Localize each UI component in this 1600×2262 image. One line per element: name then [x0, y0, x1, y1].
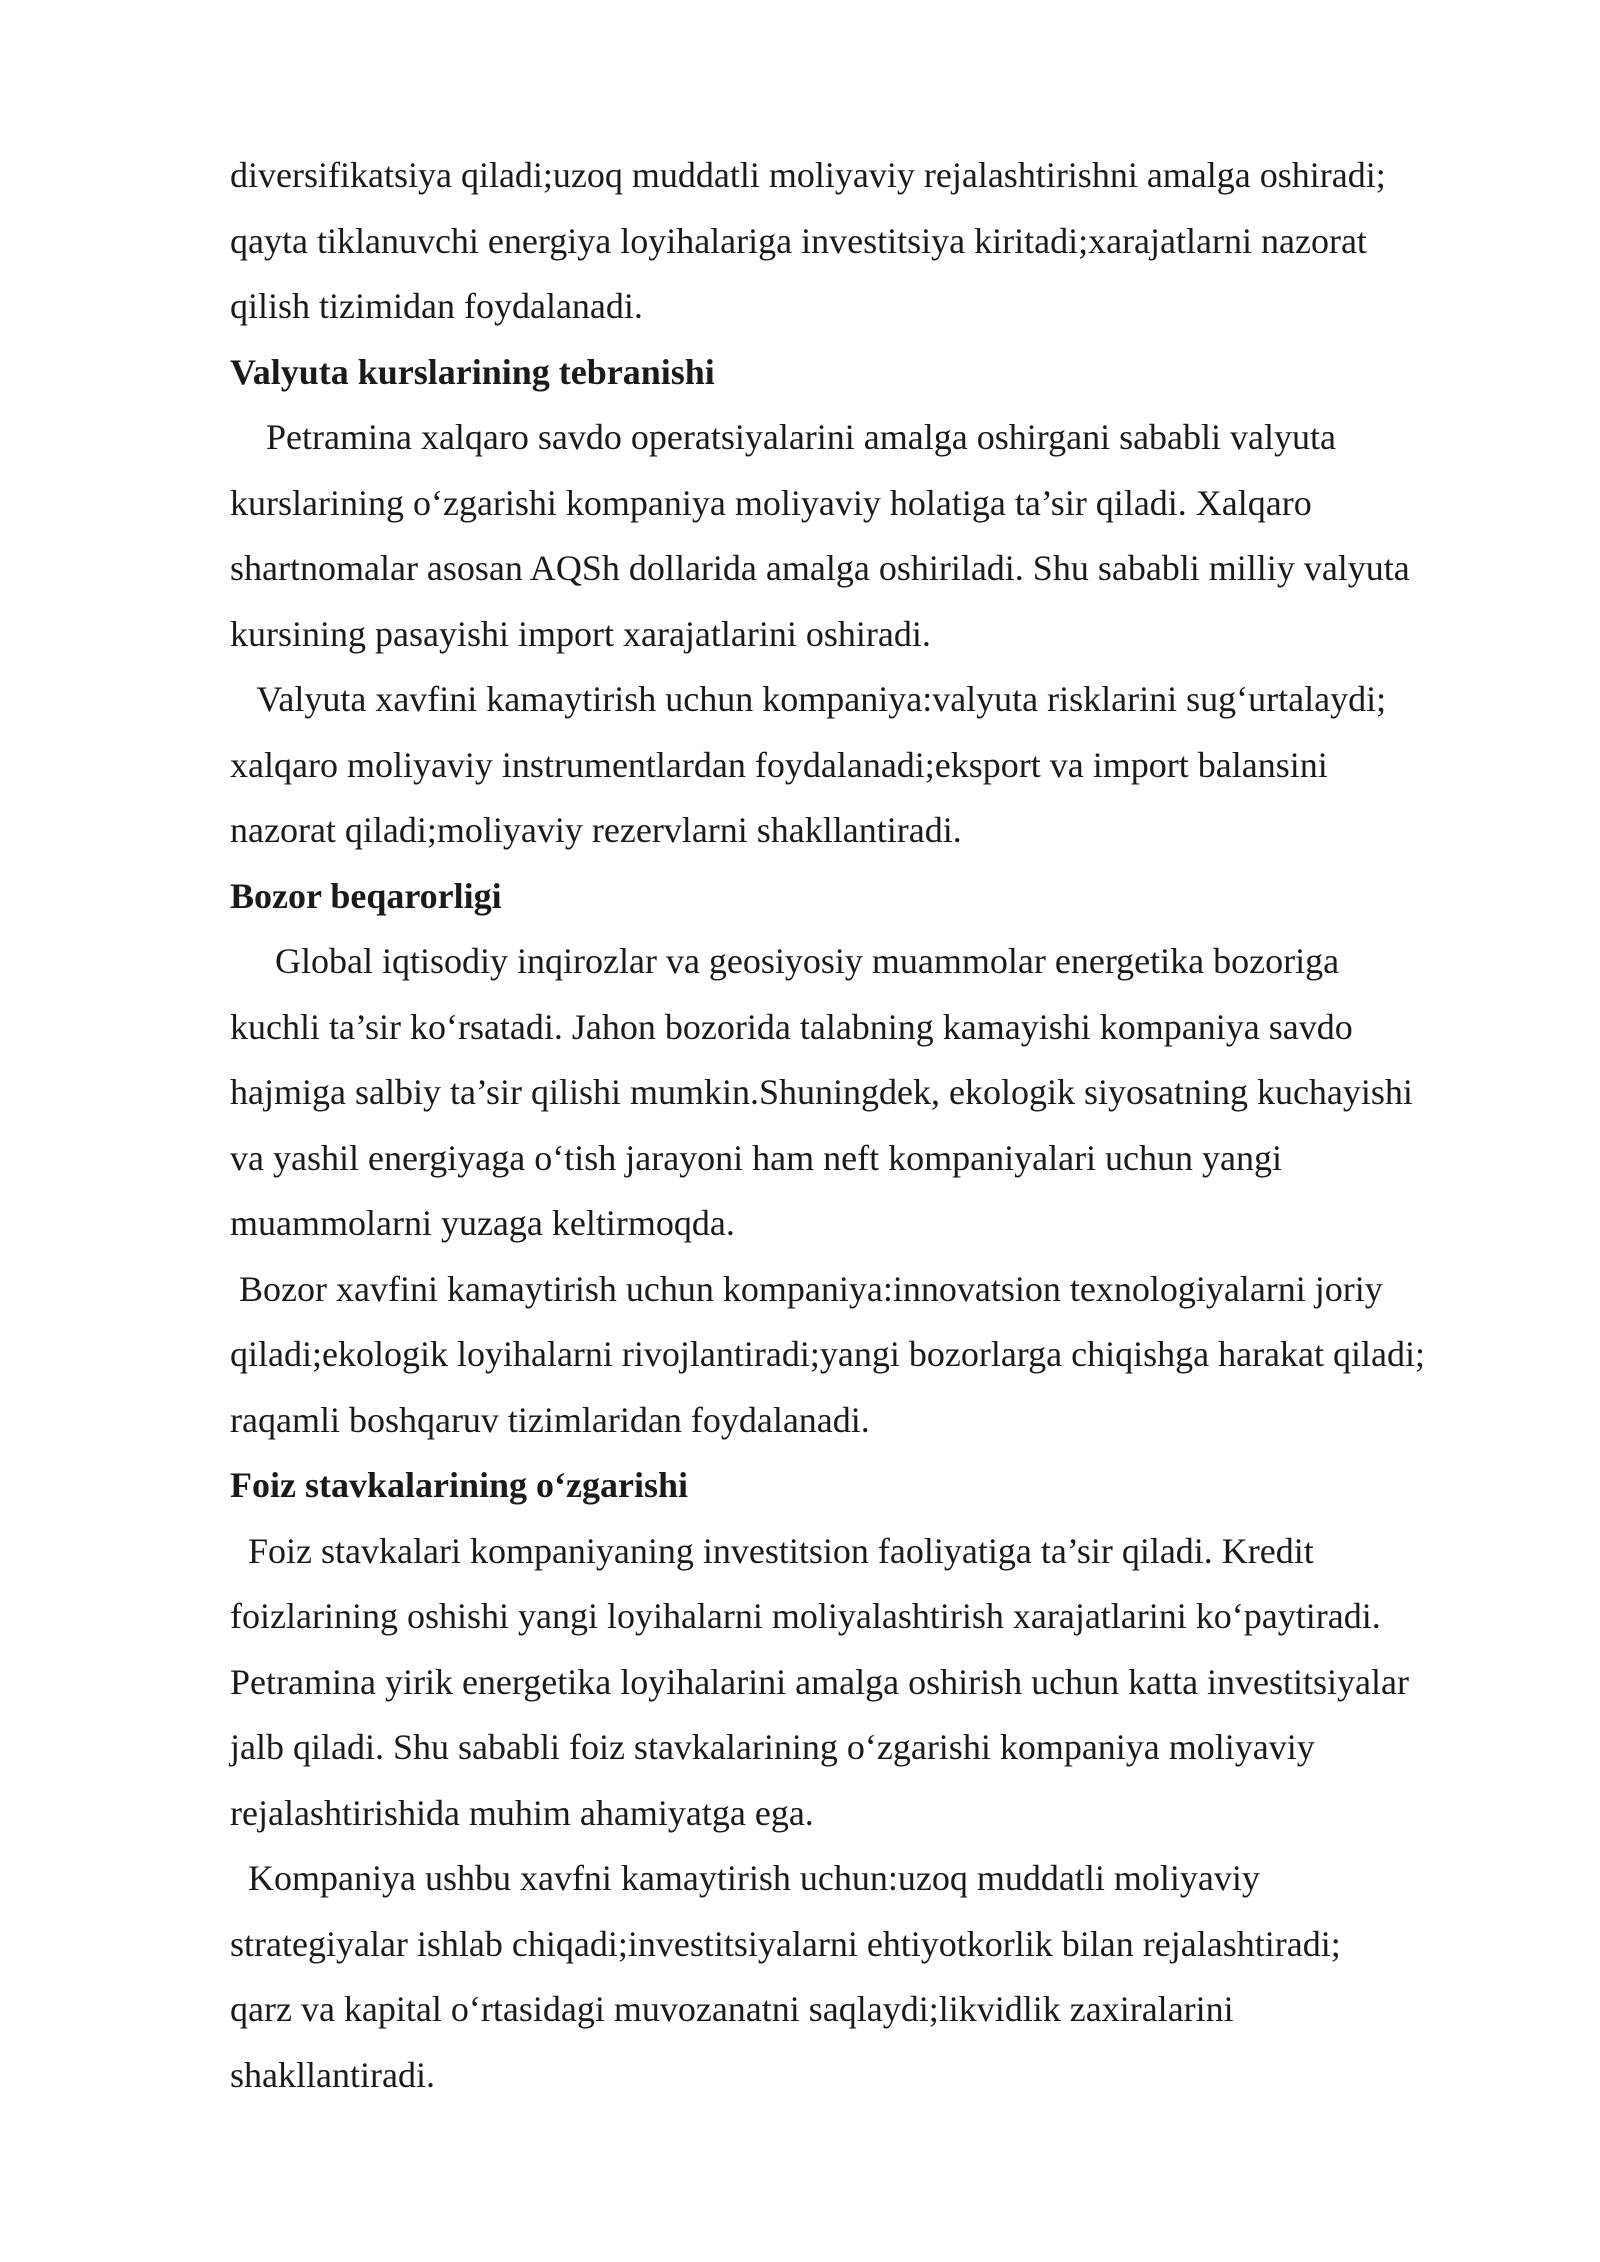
text-line: muammolarni yuzaga keltirmoqda.: [230, 1203, 735, 1243]
text-line: qayta tiklanuvchi energiya loyihalariga investitsiya kiritadi;xarajatlarni nazorat: [230, 220, 1367, 261]
text-line: Kompaniya ushbu xavfni kamaytirish uchun:uzoq muddatli moliyaviy: [230, 1858, 1260, 1898]
text-line: foizlarining oshishi yangi loyihalarni moliyalashtirish xarajatlarini ko‘paytiradi.: [230, 1596, 1381, 1636]
text-line: hajmiga salbiy ta’sir qilishi mumkin.Shuningdek, ekologik siyosatning kuchayishi: [230, 1072, 1413, 1112]
text-line: raqamli boshqaruv tizimlaridan foydalanadi.: [230, 1399, 870, 1440]
section-heading: Foiz stavkalarining o‘zgarishi: [230, 1465, 688, 1505]
text-line: qarz va kapital o‘rtasidagi muvozanatni saqlaydi;likvidlik zaxiralarini: [230, 1989, 1234, 2029]
text-line: shakllantiradi.: [230, 2054, 435, 2095]
text-line: Global iqtisodiy inqirozlar va geosiyosiy muammolar energetika bozoriga: [230, 941, 1340, 981]
text-line: kurslarining o‘zgarishi kompaniya moliyaviy holatiga ta’sir qiladi. Xalqaro: [230, 482, 1312, 523]
text-line: Petramina xalqaro savdo operatsiyalarini amalga oshirgani sababli valyuta: [230, 417, 1336, 457]
text-line: kursining pasayishi import xarajatlarini oshiradi.: [230, 613, 931, 654]
text-line: Petramina yirik energetika loyihalarini amalga oshirish uchun katta investitsiyalar: [230, 1661, 1409, 1702]
text-line: nazorat qiladi;moliyaviy rezervlarni shakllantiradi.: [230, 810, 962, 850]
text-line: Valyuta xavfini kamaytirish uchun kompaniya:valyuta risklarini sug‘urtalaydi;: [230, 679, 1387, 719]
text-line: diversifikatsiya qiladi;uzoq muddatli moliyaviy rejalashtirishni amalga oshiradi;: [230, 155, 1386, 195]
text-line: Bozor xavfini kamaytirish uchun kompaniya:innovatsion texnologiyalarni joriy: [230, 1268, 1383, 1309]
text-line: strategiyalar ishlab chiqadi;investitsiyalarni ehtiyotkorlik bilan rejalashtiradi;: [230, 1923, 1341, 1964]
document-body: [230, 143, 1530, 2108]
text-line: va yashil energiyaga o‘tish jarayoni ham neft kompaniyalari uchun yangi: [230, 1137, 1283, 1178]
text-line: shartnomalar asosan AQSh dollarida amalga oshiriladi. Shu sababli milliy valyuta: [230, 548, 1410, 588]
section-heading: Valyuta kurslarining tebranishi: [230, 351, 715, 392]
text-line: xalqaro moliyaviy instrumentlardan foydalanadi;eksport va import balansini: [230, 744, 1328, 785]
text-line: rejalashtirishida muhim ahamiyatga ega.: [230, 1792, 814, 1833]
text-line: kuchli ta’sir ko‘rsatadi. Jahon bozorida talabning kamayishi kompaniya savdo: [230, 1006, 1353, 1047]
text-line: qiladi;ekologik loyihalarni rivojlantiradi;yangi bozorlarga chiqishga harakat qiladi;: [230, 1334, 1425, 1374]
section-heading: Bozor beqarorligi: [230, 875, 502, 916]
text-line: jalb qiladi. Shu sababli foiz stavkalarining o‘zgarishi kompaniya moliyaviy: [230, 1727, 1315, 1767]
text-line: Foiz stavkalari kompaniyaning investitsion faoliyatiga ta’sir qiladi. Kredit: [230, 1530, 1314, 1571]
text-line: qilish tizimidan foydalanadi.: [230, 286, 643, 326]
